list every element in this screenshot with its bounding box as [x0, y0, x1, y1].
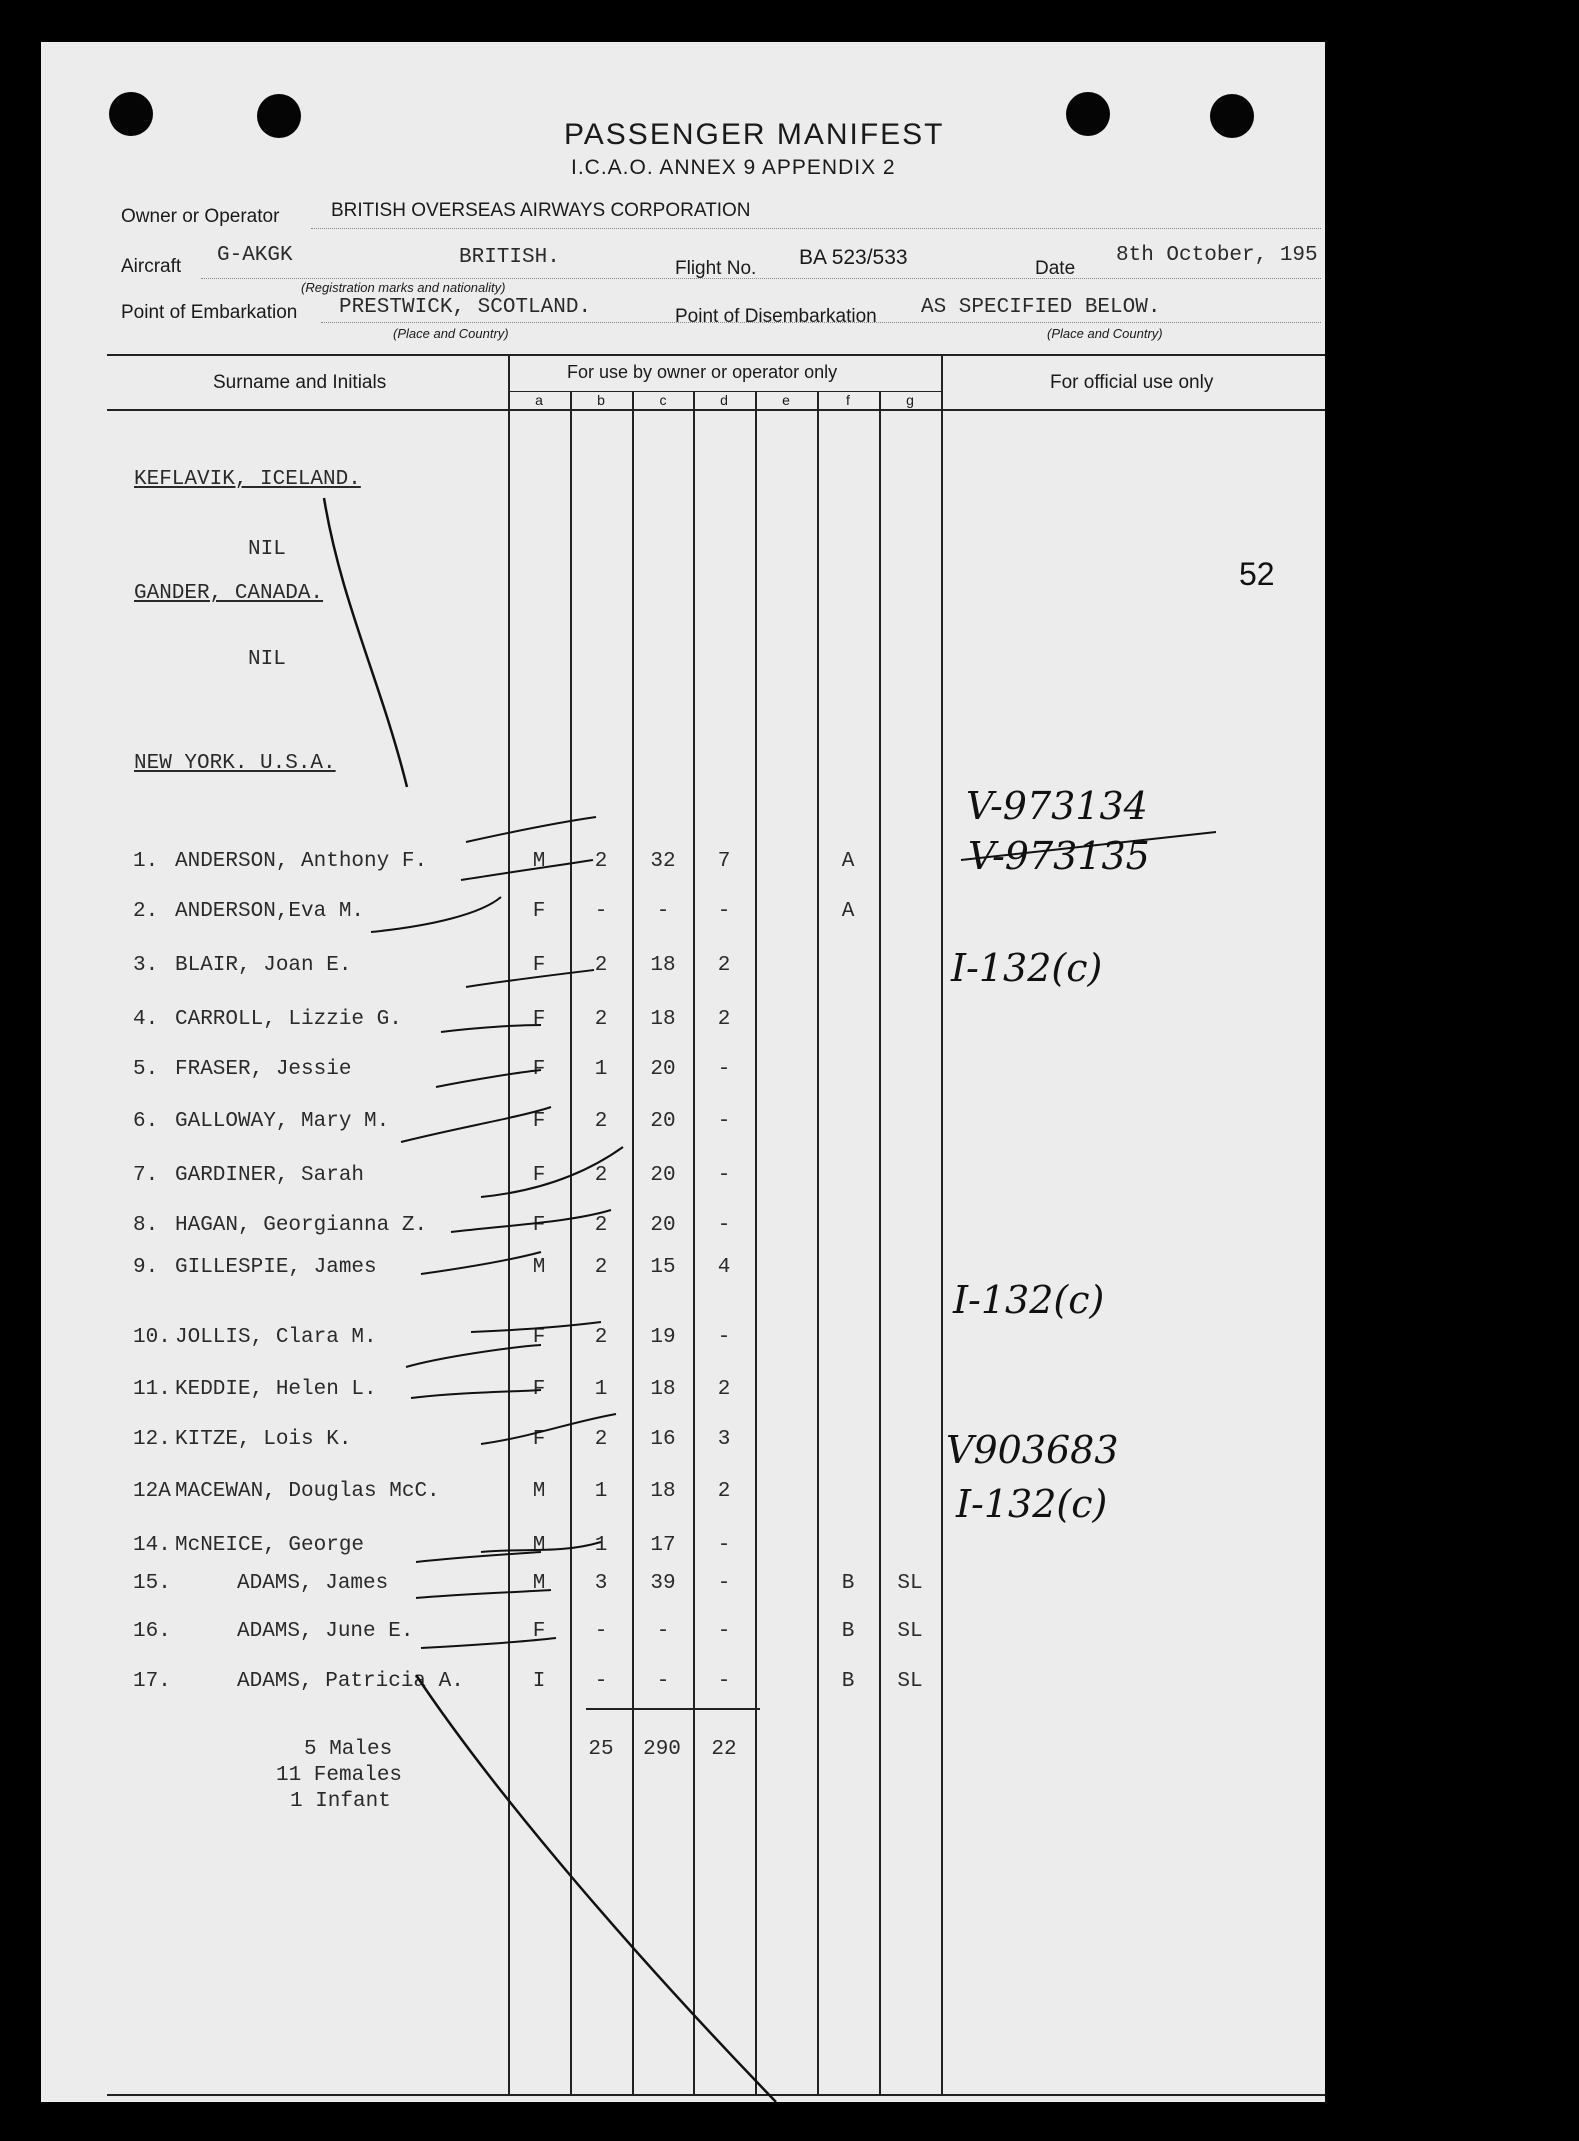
table-head-rule	[107, 409, 1325, 411]
column-rule	[570, 392, 572, 2094]
passenger-col-c: -	[656, 900, 670, 923]
destination-heading: GANDER, CANADA.	[134, 582, 324, 605]
passenger-col-c: 16	[650, 1428, 676, 1451]
owner-use-header: For use by owner or operator only	[567, 362, 838, 382]
passenger-col-c: 18	[650, 1008, 676, 1031]
table-top-rule	[107, 354, 1325, 356]
passenger-col-b: 3	[594, 1572, 608, 1595]
passenger-number: 12A	[133, 1480, 171, 1503]
column-letter-f: f	[846, 392, 850, 408]
passenger-col-c: -	[656, 1620, 670, 1643]
passenger-col-b: 2	[594, 954, 608, 977]
passenger-col-d: -	[717, 1164, 731, 1187]
passenger-col-b: 1	[594, 1058, 608, 1081]
passenger-name: ADAMS, James	[237, 1572, 389, 1595]
column-rule	[879, 392, 881, 2094]
passenger-col-b: 2	[594, 1256, 608, 1279]
official-note: V-973134	[966, 784, 1148, 828]
passenger-col-c: 18	[650, 1378, 676, 1401]
flight-label: Flight No.	[675, 258, 757, 279]
passenger-number: 9.	[133, 1256, 159, 1279]
field-rule	[311, 228, 1321, 229]
owner-value: BRITISH OVERSEAS AIRWAYS CORPORATION	[331, 200, 751, 221]
column-rule	[941, 354, 943, 2094]
column-letter-g: g	[906, 392, 914, 408]
passenger-name: ADAMS, Patricia A.	[237, 1670, 464, 1693]
passenger-col-c: 18	[650, 954, 676, 977]
passenger-col-d: 2	[717, 1008, 731, 1031]
passenger-col-f: A	[841, 850, 855, 873]
punch-hole	[109, 92, 153, 136]
flight-value: BA 523/533	[799, 246, 908, 269]
passenger-col-a: F	[532, 1110, 546, 1133]
disembarkation-label: Point of Disembarkation	[675, 306, 877, 327]
destination-note: NIL	[248, 648, 286, 671]
passenger-name: ANDERSON,Eva M.	[175, 900, 365, 923]
passenger-name: GALLOWAY, Mary M.	[175, 1110, 390, 1133]
owner-label: Owner or Operator	[121, 206, 280, 227]
destination-heading: NEW YORK. U.S.A.	[134, 752, 336, 775]
column-rule	[817, 392, 819, 2094]
passenger-col-b: 1	[594, 1534, 608, 1557]
passenger-col-c: 39	[650, 1572, 676, 1595]
column-letter-e: e	[782, 392, 790, 408]
destination-heading: KEFLAVIK, ICELAND.	[134, 468, 361, 491]
passenger-col-b: 2	[594, 1110, 608, 1133]
passenger-col-d: -	[717, 900, 731, 923]
passenger-col-g: SL	[897, 1572, 923, 1595]
passenger-col-f: B	[841, 1620, 855, 1643]
passenger-col-c: 32	[650, 850, 676, 873]
passenger-number: 5.	[133, 1058, 159, 1081]
aircraft-nationality: BRITISH.	[459, 246, 560, 269]
passenger-col-a: M	[532, 1572, 546, 1595]
passenger-name: JOLLIS, Clara M.	[175, 1326, 377, 1349]
official-note: I-132(c)	[951, 946, 1103, 990]
passenger-col-g: SL	[897, 1670, 923, 1693]
passenger-col-d: -	[717, 1534, 731, 1557]
passenger-col-c: 20	[650, 1110, 676, 1133]
passenger-col-d: 2	[717, 1378, 731, 1401]
passenger-number: 4.	[133, 1008, 159, 1031]
total-d: 22	[711, 1738, 737, 1761]
passenger-col-a: F	[532, 900, 546, 923]
page-number: 52	[1239, 556, 1275, 592]
passenger-col-c: 15	[650, 1256, 676, 1279]
passenger-col-f: B	[841, 1670, 855, 1693]
passenger-col-b: 2	[594, 1214, 608, 1237]
passenger-col-d: 7	[717, 850, 731, 873]
aircraft-label: Aircraft	[121, 256, 182, 277]
column-letter-d: d	[720, 392, 728, 408]
passenger-number: 6.	[133, 1110, 159, 1133]
field-rule	[201, 278, 1321, 279]
passenger-number: 10.	[133, 1326, 171, 1349]
passenger-col-b: 1	[594, 1480, 608, 1503]
passenger-number: 2.	[133, 900, 159, 923]
summary-infants: 1 Infant	[290, 1790, 391, 1813]
embarkation-label: Point of Embarkation	[121, 302, 298, 323]
embarkation-hint: (Place and Country)	[393, 326, 509, 341]
passenger-name: BLAIR, Joan E.	[175, 954, 352, 977]
page-title: PASSENGER MANIFEST	[564, 118, 945, 151]
passenger-col-a: F	[532, 1620, 546, 1643]
passenger-col-a: F	[532, 1214, 546, 1237]
passenger-col-d: -	[717, 1572, 731, 1595]
column-rule	[755, 392, 757, 2094]
passenger-col-d: 2	[717, 954, 731, 977]
passenger-name: MACEWAN, Douglas McC.	[175, 1480, 440, 1503]
passenger-col-d: 3	[717, 1428, 731, 1451]
passenger-col-c: -	[656, 1670, 670, 1693]
official-note: I-132(c)	[953, 1278, 1105, 1322]
passenger-number: 14.	[133, 1534, 171, 1557]
passenger-col-b: -	[594, 1670, 608, 1693]
column-rule	[508, 354, 510, 2094]
punch-hole	[257, 94, 301, 138]
passenger-col-d: 4	[717, 1256, 731, 1279]
passenger-col-b: 2	[594, 1008, 608, 1031]
passenger-col-a: F	[532, 1378, 546, 1401]
passenger-col-g: SL	[897, 1620, 923, 1643]
disembarkation-hint: (Place and Country)	[1047, 326, 1163, 341]
passenger-col-d: -	[717, 1110, 731, 1133]
passenger-name: HAGAN, Georgianna Z.	[175, 1214, 428, 1237]
table-bottom-rule	[107, 2094, 1325, 2096]
passenger-number: 12.	[133, 1428, 171, 1451]
passenger-col-a: F	[532, 1058, 546, 1081]
date-value: 8th October, 195	[1116, 244, 1318, 267]
passenger-number: 1.	[133, 850, 159, 873]
summary-males: 5 Males	[304, 1738, 393, 1761]
passenger-col-a: M	[532, 850, 546, 873]
passenger-col-a: F	[532, 1164, 546, 1187]
passenger-col-b: 2	[594, 850, 608, 873]
total-b: 25	[588, 1738, 614, 1761]
passenger-number: 7.	[133, 1164, 159, 1187]
passenger-col-d: -	[717, 1326, 731, 1349]
date-label: Date	[1035, 258, 1076, 279]
passenger-col-b: -	[594, 900, 608, 923]
passenger-name: FRASER, Jessie	[175, 1058, 352, 1081]
column-letter-b: b	[597, 392, 605, 408]
punch-hole	[1210, 94, 1254, 138]
passenger-col-c: 17	[650, 1534, 676, 1557]
passenger-col-b: 2	[594, 1428, 608, 1451]
aircraft-hint: (Registration marks and nationality)	[301, 280, 506, 295]
passenger-col-a: M	[532, 1256, 546, 1279]
disembarkation-value: AS SPECIFIED BELOW.	[921, 296, 1161, 319]
passenger-col-b: 2	[594, 1164, 608, 1187]
passenger-col-a: M	[532, 1480, 546, 1503]
passenger-number: 16.	[133, 1620, 171, 1643]
passenger-col-a: F	[532, 1428, 546, 1451]
embarkation-value: PRESTWICK, SCOTLAND.	[339, 296, 592, 319]
passenger-name: GARDINER, Sarah	[175, 1164, 365, 1187]
passenger-col-b: 1	[594, 1378, 608, 1401]
surname-header: Surname and Initials	[213, 372, 387, 393]
official-note: V-973135	[968, 834, 1150, 878]
passenger-col-a: I	[532, 1670, 546, 1693]
passenger-col-d: -	[717, 1620, 731, 1643]
passenger-name: KEDDIE, Helen L.	[175, 1378, 377, 1401]
passenger-col-d: 2	[717, 1480, 731, 1503]
total-c: 290	[643, 1738, 681, 1761]
passenger-name: ADAMS, June E.	[237, 1620, 414, 1643]
column-rule	[632, 392, 634, 2094]
summary-females: 11 Females	[276, 1764, 403, 1787]
field-rule	[321, 322, 1321, 323]
totals-rule	[586, 1708, 760, 1710]
passenger-col-b: -	[594, 1620, 608, 1643]
passenger-col-a: M	[532, 1534, 546, 1557]
passenger-col-d: -	[717, 1670, 731, 1693]
passenger-col-c: 20	[650, 1164, 676, 1187]
official-use-header: For official use only	[1050, 372, 1214, 393]
passenger-col-a: F	[532, 1326, 546, 1349]
passenger-col-c: 20	[650, 1214, 676, 1237]
column-letter-a: a	[535, 392, 543, 408]
punch-hole	[1066, 92, 1110, 136]
passenger-name: GILLESPIE, James	[175, 1256, 377, 1279]
passenger-number: 11.	[133, 1378, 171, 1401]
passenger-col-f: B	[841, 1572, 855, 1595]
passenger-col-d: -	[717, 1214, 731, 1237]
passenger-name: McNEICE, George	[175, 1534, 365, 1557]
manifest-sheet	[41, 42, 1325, 2102]
passenger-col-a: F	[532, 1008, 546, 1031]
passenger-col-d: -	[717, 1058, 731, 1081]
column-rule	[693, 392, 695, 2094]
passenger-col-c: 19	[650, 1326, 676, 1349]
passenger-col-f: A	[841, 900, 855, 923]
official-note: I-132(c)	[956, 1482, 1108, 1526]
passenger-col-b: 2	[594, 1326, 608, 1349]
aircraft-registration: G-AKGK	[217, 244, 293, 267]
column-letter-c: c	[659, 392, 667, 408]
passenger-name: CARROLL, Lizzie G.	[175, 1008, 402, 1031]
passenger-number: 8.	[133, 1214, 159, 1237]
passenger-number: 15.	[133, 1572, 171, 1595]
passenger-col-a: F	[532, 954, 546, 977]
official-note: V903683	[946, 1428, 1119, 1472]
passenger-number: 17.	[133, 1670, 171, 1693]
passenger-col-c: 18	[650, 1480, 676, 1503]
destination-note: NIL	[248, 538, 286, 561]
passenger-name: ANDERSON, Anthony F.	[175, 850, 428, 873]
passenger-name: KITZE, Lois K.	[175, 1428, 352, 1451]
passenger-number: 3.	[133, 954, 159, 977]
page-subtitle: I.C.A.O. ANNEX 9 APPENDIX 2	[571, 156, 896, 179]
passenger-col-c: 20	[650, 1058, 676, 1081]
